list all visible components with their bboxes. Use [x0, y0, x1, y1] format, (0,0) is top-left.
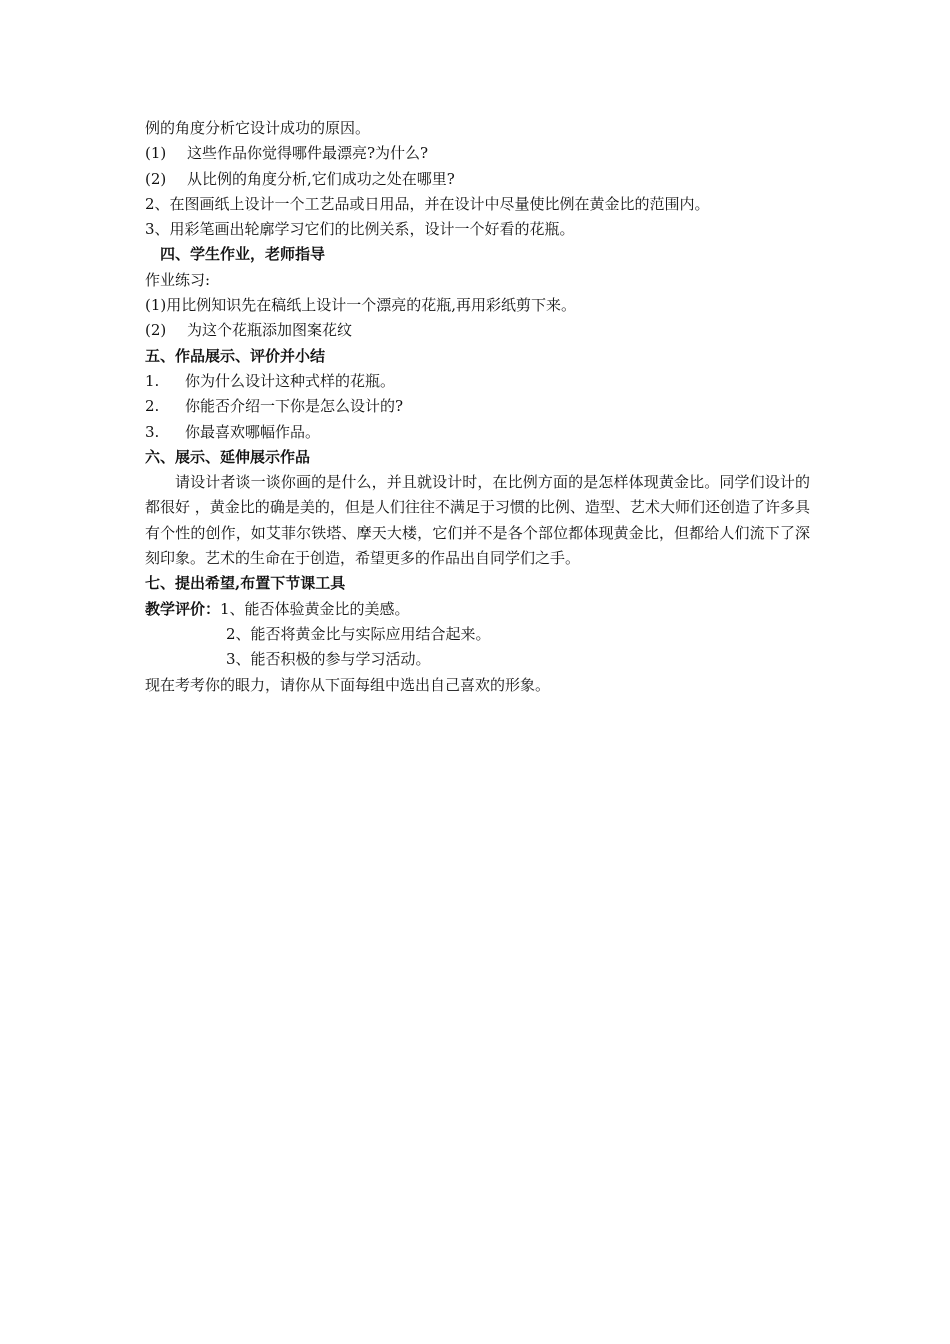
heading-section-6: 六、展示、延伸展示作品: [145, 447, 311, 466]
heading-section-4: 四、学生作业，老师指导: [160, 245, 326, 264]
heading-section-5: 五、作品展示、评价并小结: [145, 346, 326, 365]
summary-2-text: 你能否介绍一下你是怎么设计的?: [185, 397, 404, 416]
summary-2: [145, 394, 810, 419]
homework-label: 作业练习:: [145, 270, 211, 289]
evaluation-label: 教学评价：: [145, 599, 221, 618]
summary-2-number: 2.: [145, 397, 160, 416]
closing-line: 现在考考你的眼力，请你从下面每组中选出自己喜欢的形象。: [145, 675, 551, 694]
item-3: 3、用彩笔画出轮廓学习它们的比例关系，设计一个好看的花瓶。: [145, 220, 575, 239]
homework-2-text: 为这个花瓶添加图案花纹: [187, 321, 353, 340]
summary-3: [145, 420, 810, 445]
summary-3-number: 3.: [145, 422, 160, 441]
evaluation-2: 2、能否将黄金比与实际应用结合起来。: [226, 624, 491, 643]
question-1-text: 这些作品你觉得哪件最漂亮?为什么?: [187, 144, 429, 163]
question-1: [145, 141, 810, 166]
question-2-text: 从比例的角度分析,它们成功之处在哪里?: [187, 169, 455, 188]
question-2: [145, 167, 810, 192]
summary-1-text: 你为什么设计这种式样的花瓶。: [185, 371, 396, 390]
question-1-number: (1): [145, 144, 167, 163]
item-2: 2、在图画纸上设计一个工艺品或日用品，并在设计中尽量使比例在黄金比的范围内。: [145, 194, 710, 213]
summary-1-number: 1.: [145, 371, 160, 390]
evaluation-3: 3、能否积极的参与学习活动。: [226, 650, 431, 669]
evaluation-1: [145, 597, 810, 622]
summary-1: [145, 369, 810, 394]
evaluation-1-text: 1、能否体验黄金比的美感。: [220, 599, 410, 618]
homework-1: (1)用比例知识先在稿纸上设计一个漂亮的花瓶,再用彩纸剪下来。: [145, 296, 577, 315]
section-6-paragraph: 请设计者谈一谈你画的是什么，并且就设计时，在比例方面的是怎样体现黄金比。同学们设计的都很好 ，黄金比的确是美的，但是人们往往不满足于习惯的比例、造型、艺术大师们还创造了许多具有个性的创作，如艾菲尔铁塔、摩天大楼，它们并不是各个部位都体现黄金比，但都给人们流下了深刻印象。艺术的生命在于创造，希望更多的作品出自同学们之手。: [145, 473, 810, 568]
summary-3-text: 你最喜欢哪幅作品。: [185, 422, 321, 441]
homework-2-number: (2): [145, 321, 167, 340]
homework-2: [145, 318, 810, 343]
heading-section-7: 七、提出希望,布置下节课工具: [145, 574, 346, 593]
intro-line: 例的角度分析它设计成功的原因。: [145, 119, 371, 137]
question-2-number: (2): [145, 169, 167, 188]
document-page: [145, 116, 810, 698]
